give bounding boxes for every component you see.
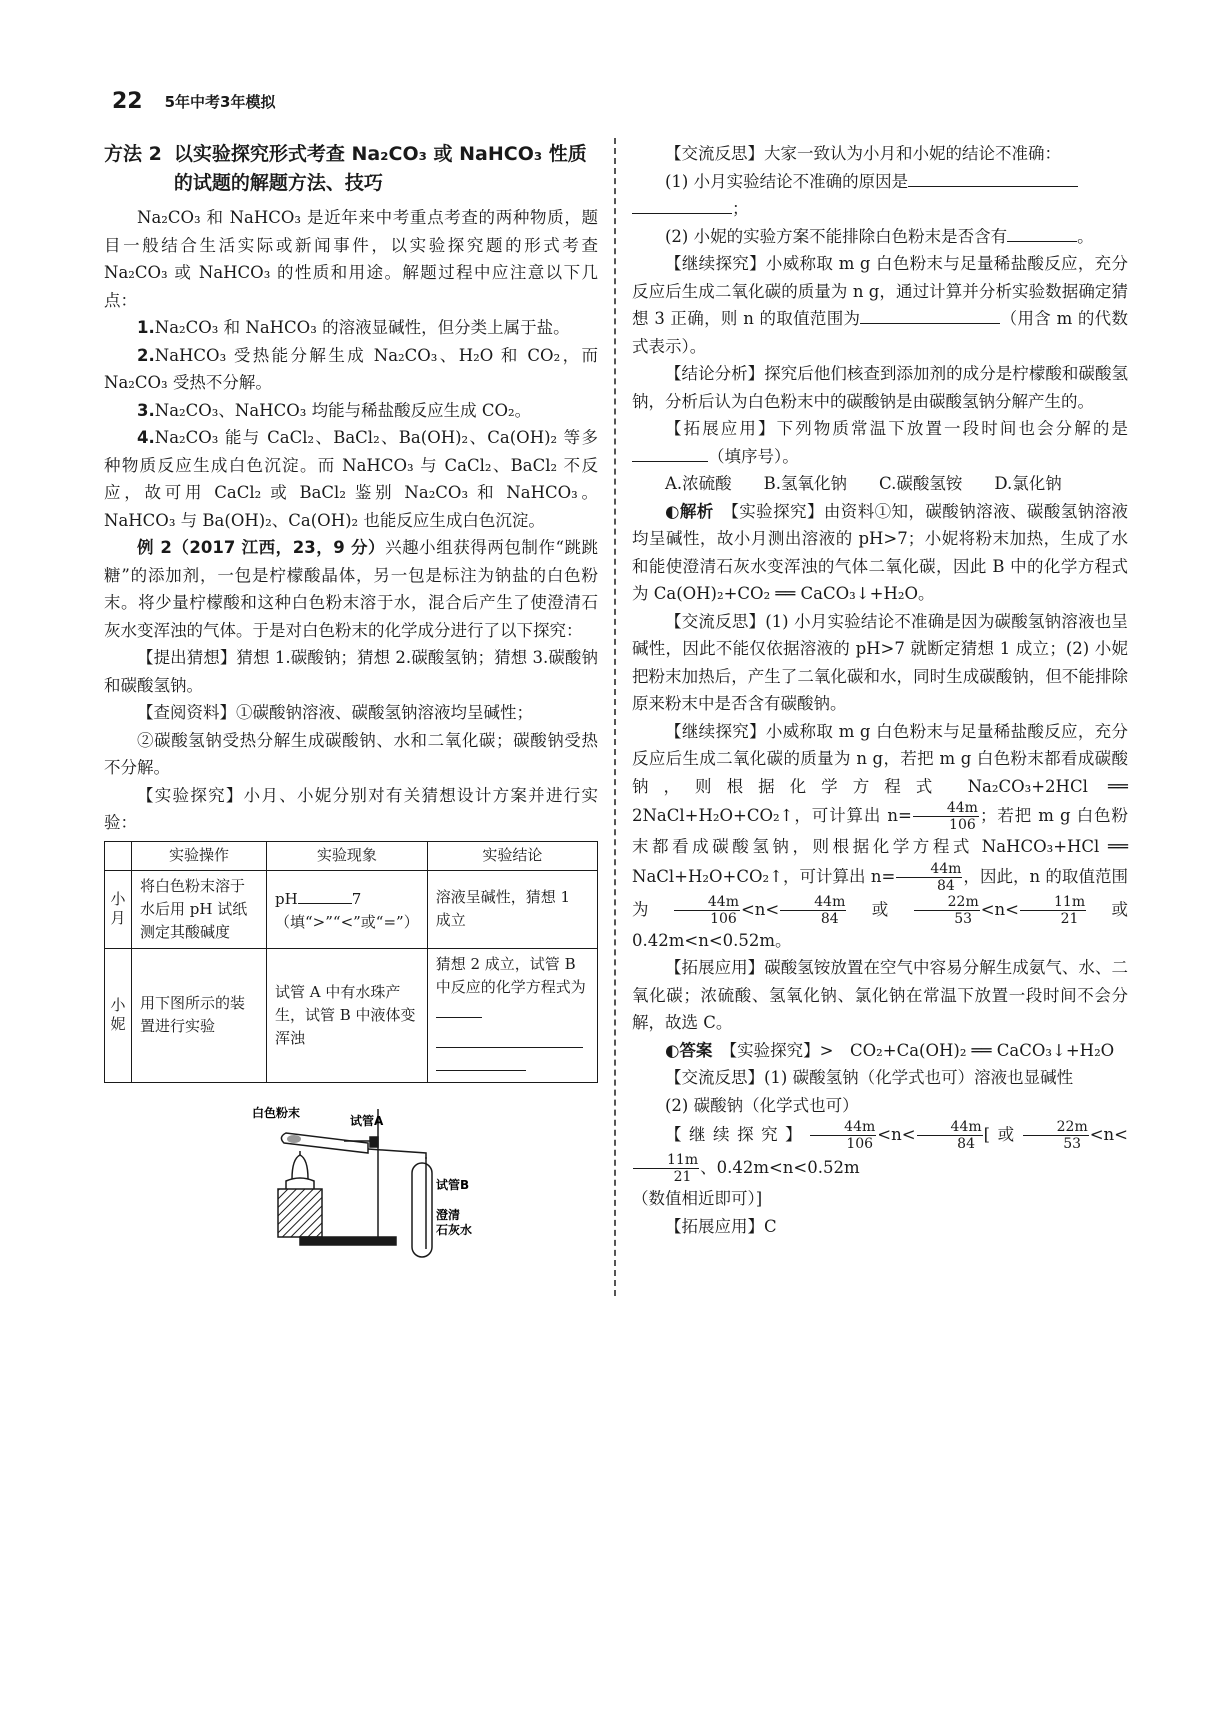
choice-c: C.碳酸氢铵 bbox=[879, 474, 963, 493]
table-corner bbox=[105, 841, 132, 870]
point-4 bbox=[104, 424, 598, 534]
label-limewater-2: 石灰水 bbox=[436, 1222, 473, 1237]
row-operation: 用下图所示的装置进行实验 bbox=[132, 948, 267, 1082]
choice-a: A.浓硫酸 bbox=[665, 474, 732, 493]
page-number: 22 bbox=[112, 88, 143, 114]
right-column bbox=[632, 140, 1128, 1240]
book-title: 5年中考3年模拟 bbox=[164, 92, 276, 111]
intro-paragraph: Na₂CO₃ 和 NaHCO₃ 是近年来中考重点考查的两种物质，题目一般结合生活实际或新闻事件，以实验探究题的形式考查 Na₂CO₃ 或 NaHCO₃ 的性质和用途。解题过程中应注意以下几点： bbox=[104, 208, 598, 310]
answer-blank bbox=[632, 443, 708, 462]
fraction: $\frac{22m}{53}$ bbox=[1023, 1119, 1089, 1152]
answer-blank bbox=[436, 999, 482, 1018]
label-powder: 白色粉末 bbox=[252, 1105, 301, 1120]
answer-text: 、0.42m<n<0.52m bbox=[700, 1158, 860, 1177]
answer-paragraph-2: 【交流反思】(1) 碳酸氢钠（化学式也可）溶液也显碱性 bbox=[665, 1068, 1074, 1087]
answer-paragraph-4 bbox=[632, 1119, 1128, 1185]
fraction: $\frac{11m}{21}$ bbox=[633, 1152, 699, 1185]
fraction: $\frac{22m}{53}$ bbox=[914, 894, 980, 927]
table-header: 实验现象 bbox=[267, 841, 428, 870]
question-text: (1) 小月实验结论不准确的原因是 bbox=[665, 171, 909, 191]
row-conclusion bbox=[427, 948, 597, 1082]
row-phenomenon bbox=[267, 870, 428, 948]
label-limewater-1: 澄清 bbox=[436, 1207, 461, 1222]
answer-blank bbox=[860, 305, 1000, 324]
analysis-text: 【实验探究】由资料①知，碳酸钠溶液、碳酸氢钠溶液均呈碱性，故小月测出溶液的 pH>7；小妮将粉末加热，生成了水和能使澄清石灰水变浑浊的气体二氧化碳，因此 B 中的化学方程式为 Ca(OH)₂+CO₂ ══ CaCO₃↓+H₂O。 bbox=[632, 501, 1129, 603]
fraction: $\frac{44m}{84}$ bbox=[917, 1119, 983, 1152]
label-tube-a: 试管A bbox=[350, 1113, 384, 1128]
experiment-table bbox=[104, 841, 598, 1083]
answer-icon: ◐ bbox=[665, 1040, 680, 1060]
analysis-paragraph-1 bbox=[632, 498, 1128, 608]
point-1 bbox=[104, 314, 598, 342]
fraction: $\frac{44m}{106}$ bbox=[674, 894, 740, 927]
method-title: 以实验探究形式考查 Na₂CO₃ 或 NaHCO₃ 性质的试题的解题方法、技巧 bbox=[173, 143, 587, 194]
conclusion-text: 猜想 2 成立，试管 B 中反应的化学方程式为 bbox=[435, 954, 586, 996]
refs-paragraph-1: 【查阅资料】①碳酸钠溶液、碳酸氢钠溶液均呈碱性； bbox=[137, 703, 533, 722]
answer-paragraph-4-tail: （数值相近即可）] bbox=[632, 1189, 763, 1208]
continue-question bbox=[632, 250, 1128, 360]
answer-text: 【继续探究】 bbox=[665, 1125, 810, 1144]
page-header bbox=[112, 84, 276, 118]
point-number: 1. bbox=[137, 318, 155, 337]
ph-value: 7 bbox=[351, 889, 362, 908]
point-text: Na₂CO₃、NaHCO₃ 均能与稀盐酸反应生成 CO₂。 bbox=[154, 400, 532, 420]
row-person: 小月 bbox=[105, 870, 132, 948]
fraction: $\frac{44m}{106}$ bbox=[913, 800, 979, 833]
punctuation: 。 bbox=[1077, 226, 1094, 246]
choice-list bbox=[632, 470, 1128, 498]
column-divider bbox=[614, 138, 616, 1296]
analysis-text: 或 0.42m<n<0.52m。 bbox=[632, 899, 1128, 950]
point-text: Na₂CO₃ 和 NaHCO₃ 的溶液显碱性，但分类上属于盐。 bbox=[154, 318, 570, 337]
analysis-text: 【继续探究】小威称取 m g 白色粉末与足量稀盐酸反应，充分反应后生成二氧化碳的质量为 n g，若把 m g 白色粉末都看成碳酸钠，则根据化学方程式 Na₂CO₃+2HCl ══ 2NaCl+H₂O+CO₂↑，可计算出 n= bbox=[632, 721, 1128, 825]
inequality: <n< bbox=[740, 899, 780, 919]
example-paragraph bbox=[104, 534, 598, 644]
analysis-text: 或 bbox=[847, 899, 913, 919]
expand-question bbox=[632, 415, 1128, 470]
table-header-row bbox=[105, 841, 598, 870]
reflect-question-2 bbox=[632, 223, 1128, 251]
fraction: $\frac{11m}{21}$ bbox=[1020, 894, 1086, 927]
powder-mark bbox=[287, 1135, 301, 1143]
apparatus-diagram bbox=[250, 1099, 480, 1259]
point-number: 3. bbox=[137, 400, 155, 420]
answer-blank bbox=[436, 1025, 583, 1048]
point-text: Na₂CO₃ 能与 CaCl₂、BaCl₂、Ba(OH)₂、Ca(OH)₂ 等多种物质反应生成白色沉淀。而 NaHCO₃ 与 CaCl₂、BaCl₂ 不反应，故可用 CaCl₂ 或 BaCl₂ 鉴别 Na₂CO₃ 和 NaHCO₃。NaHCO₃ 与 Ba(OH)₂、Ca(OH)₂ 也能反应生成白色沉淀。 bbox=[104, 428, 598, 530]
answer-blank bbox=[908, 168, 1078, 187]
inequality: <n< bbox=[980, 899, 1020, 919]
example-label: 例 2 bbox=[137, 538, 172, 557]
example-text: 兴趣小组获得两包制作“跳跳糖”的添加剂，一包是柠檬酸晶体，另一包是标注为钠盐的白色粉末。将少量柠檬酸和这种白色粉末溶于水，混合后产生了使澄清石灰水变浑浊的气体。于是对白色粉末的化学成分进行了以下探究： bbox=[104, 538, 598, 640]
reflect-question-1 bbox=[632, 168, 1128, 196]
ph-hint: （填“>”“<”或“=”） bbox=[275, 912, 419, 931]
answer-text: [或 bbox=[983, 1125, 1022, 1144]
guess-paragraph: 【提出猜想】猜想 1.碳酸钠；猜想 2.碳酸氢钠；猜想 3.碳酸钠和碳酸氢钠。 bbox=[104, 648, 598, 695]
analysis-label: 解析 bbox=[679, 501, 714, 521]
table-row bbox=[105, 870, 598, 948]
point-3 bbox=[104, 397, 598, 425]
answer-text: 【实验探究】> CO₂+Ca(OH)₂ ══ CaCO₃↓+H₂O bbox=[728, 1040, 1115, 1060]
row-phenomenon: 试管 A 中有水珠产生，试管 B 中液体变浑浊 bbox=[267, 948, 428, 1082]
answer-paragraph-5: 【拓展应用】C bbox=[665, 1216, 777, 1236]
table-row bbox=[105, 948, 598, 1082]
point-2 bbox=[104, 342, 598, 397]
answer-paragraph-3: (2) 碳酸钠（化学式也可） bbox=[665, 1095, 859, 1115]
left-column bbox=[104, 140, 598, 1267]
punctuation: ； bbox=[732, 199, 749, 218]
refs-paragraph-2: ②碳酸氢钠受热分解生成碳酸钠、水和二氧化碳；碳酸钠受热不分解。 bbox=[104, 730, 598, 777]
table-header: 实验操作 bbox=[132, 841, 267, 870]
row-conclusion: 溶液呈碱性，猜想 1 成立 bbox=[427, 870, 597, 948]
fraction: $\frac{44m}{106}$ bbox=[810, 1119, 876, 1152]
choice-d: D.氯化钠 bbox=[994, 474, 1062, 493]
point-text: NaHCO₃ 受热能分解生成 Na₂CO₃、H₂O 和 CO₂，而 Na₂CO₃ 受热不分解。 bbox=[104, 345, 598, 392]
analysis-text: ；若把 m g 白色粉末都看成碳酸氢钠，则根据化学方程式 NaHCO₃+HCl ══ NaCl+H₂O+CO₂↑，可计算出 n= bbox=[632, 806, 1128, 886]
choice-b: B.氢氧化钠 bbox=[763, 474, 848, 493]
point-number: 4. bbox=[137, 428, 155, 447]
example-source: （2017 江西，23，9 分） bbox=[171, 538, 386, 557]
question-text: (2) 小妮的实验方案不能排除白色粉末是否含有 bbox=[665, 226, 1008, 246]
row-operation: 将白色粉末溶于水后用 pH 试纸测定其酸碱度 bbox=[132, 870, 267, 948]
label-tube-b: 试管B bbox=[436, 1177, 470, 1192]
method-heading bbox=[104, 140, 598, 198]
answer-blank bbox=[436, 1052, 526, 1071]
fraction: $\frac{44m}{84}$ bbox=[896, 861, 962, 894]
question-text: 【继续探究】小威称取 m g 白色粉末与足量稀盐酸反应，充分反应后生成二氧化碳的质量为 n g，通过计算并分析实验数据确定猜想 3 正确，则 n 的取值范围为 bbox=[632, 254, 1128, 328]
question-text: （用含 m 的代数式表示）。 bbox=[632, 309, 1129, 356]
explore-paragraph: 【实验探究】小月、小妮分别对有关猜想设计方案并进行实验： bbox=[104, 785, 598, 832]
method-label: 方法 2 bbox=[104, 143, 162, 165]
analysis-paragraph-3 bbox=[632, 718, 1128, 955]
ph-label: pH bbox=[275, 889, 298, 908]
conclusion-paragraph: 【结论分析】探究后他们核查到添加剂的成分是柠檬酸和碳酸氢钠，分析后认为白色粉末中的碳酸钠是由碳酸氢钠分解产生的。 bbox=[632, 364, 1128, 411]
answer-blank bbox=[632, 195, 732, 214]
reflect-question-1-end bbox=[632, 195, 1128, 223]
fraction: $\frac{44m}{84}$ bbox=[780, 894, 846, 927]
answer-blank bbox=[298, 885, 352, 904]
analysis-icon: ◐ bbox=[665, 501, 680, 521]
question-text: 【拓展应用】下列物质常温下放置一段时间也会分解的是 bbox=[665, 419, 1128, 438]
inequality: <n< bbox=[877, 1125, 916, 1144]
answer-label: 答案 bbox=[679, 1040, 713, 1060]
point-number: 2. bbox=[137, 345, 155, 365]
analysis-text: ，因此，n 的取值范围为 bbox=[632, 866, 1128, 919]
answer-paragraph-1 bbox=[632, 1037, 1128, 1065]
answer-blank bbox=[1007, 223, 1077, 242]
analysis-paragraph-2: 【交流反思】(1) 小月实验结论不准确是因为碳酸氢钠溶液也呈碱性，因此不能仅依据溶液的 pH>7 就断定猜想 1 成立；(2) 小妮把粉末加热后，产生了二氧化碳和水，同时生成碳酸钠，但不能排除原来粉末中是否含有碳酸钠。 bbox=[632, 611, 1128, 713]
question-text: （填序号）。 bbox=[708, 446, 799, 466]
analysis-paragraph-4: 【拓展应用】碳酸氢铵放置在空气中容易分解生成氨气、水、二氧化碳；浓硫酸、氢氧化钠、氯化钠在常温下放置一段时间不会分解，故选 C。 bbox=[632, 958, 1128, 1032]
reflect-intro: 【交流反思】大家一致认为小月和小妮的结论不准确： bbox=[665, 144, 1061, 163]
table-header: 实验结论 bbox=[427, 841, 597, 870]
inequality: <n< bbox=[1089, 1125, 1129, 1144]
row-person: 小妮 bbox=[105, 948, 132, 1082]
